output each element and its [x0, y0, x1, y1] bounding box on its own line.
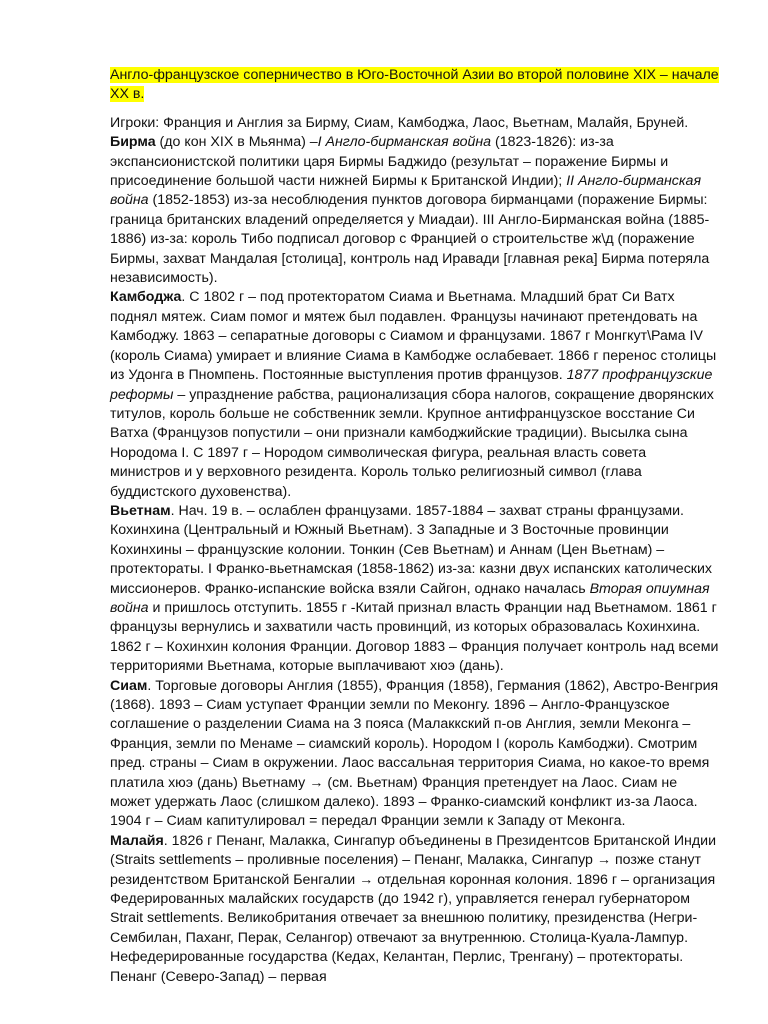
- document-page: [110, 66, 720, 987]
- burma-paragraph: [110, 133, 720, 288]
- burma-text-2: (1823-1826): из-за экспансионистской политики царя Бирмы Баджидо (результат – поражение Бирмы и присоединение большой части нижней Бирмы к Британской Индии);: [110, 134, 669, 190]
- vietnam-text-1: . Нач. 19 в. – ослаблен французами. 1857-1884 – захват страны французами. Кохинхина (Центральный и Южный Вьетнам). 3 Западные и 3 Восточные провинции Кохинхины – французские колонии. Тонкин (Сев Вьетнам) и Аннам (Цен Вьетнам) – протектораты. I Франко-вьетнамская (1858-1862) из-за: казни двух испанских католических миссионеров. Франко-испанские войска взяли Сайгон, однако началась: [110, 502, 713, 597]
- vietnam-heading: Вьетнам: [110, 502, 171, 519]
- burma-text-1: (до кон XIX в Мьянма) –: [155, 134, 318, 151]
- cambodia-text-2: – упразднение рабства, рационализация сбора налогов, сокращение дворянских титулов, король больше не собственник земли. Крупное антифранцузское восстание Си Ватха (Французов попустили – они признали камбоджийские традиции). Высылка сына Нородома I. С 1897 г – Нородом символическая фигура, реальная власть совета министров и у верховного резидента. Король только религиозный символ (глава буддистского духовенства).: [110, 386, 714, 500]
- cambodia-paragraph: [110, 288, 720, 501]
- burma-war-2: II Англо-бирманская война: [110, 173, 702, 209]
- malaya-heading: Малайя: [110, 832, 164, 849]
- intro-paragraph: Игроки: Франция и Англия за Бирму, Сиам, Камбоджа, Лаос, Вьетнам, Малайя, Бруней.: [110, 114, 689, 131]
- vietnam-text-2: и пришлось отступить. 1855 г -Китай признал власть Франции над Вьетнамом. 1861 г французы вернулись и захватили часть провинций, из которых образовалась Кохинхина. 1862 г – Кохинхин колония Франции. Договор 1883 – Франция получает контроль над всеми территориями Вьетнама, которые выплачивают хюэ (дань).: [110, 599, 719, 675]
- burma-text-3: (1852-1853) из-за несоблюдения пунктов договора бирманцами (поражение Бирмы: граница британских владений определяется у Миадаи). III Англо-Бирманская война (1885-1886) из-за: король Тибо подписал договор с Францией о строительстве ж\д (поражение Бирмы, захват Мандалая [столица], контроль над Иравади [главная река] Бирма потеряла независимость).: [110, 192, 710, 287]
- document-title: [110, 66, 720, 105]
- cambodia-reforms: 1877 профранцузские реформы: [110, 367, 713, 403]
- burma-heading: Бирма: [110, 134, 156, 151]
- cambodia-heading: Камбоджа: [110, 289, 182, 306]
- highlighted-title-text: Англо-французское соперничество в Юго-Восточной Азии во второй половине XIX – начале XX в.: [110, 67, 719, 103]
- vietnam-paragraph: [110, 502, 720, 677]
- malaya-text-1: . 1826 г Пенанг, Малакка, Сингапур объединены в Президентсов Британской Индии (Straits settlements – проливные поселения) – Пенанг, Малакка, Сингапур → позже станут резидентством Британской Бенгалии → отдельная коронная колония. 1896 г – организация Федерированных малайских государств (до 1942 г), управляется генерал губернатором Strait settlements. Великобритания отвечает за внешнюю политику, президенства (Негри-Сембилан, Паханг, Перак, Селангор) отвечают за внутреннюю. Столица-Куала-Лампур. Нефедерированные государства (Кедах, Келантан, Перлис, Тренгану) – протектораты. Пенанг (Северо-Запад) – первая: [110, 832, 717, 985]
- siam-paragraph: [110, 677, 720, 832]
- siam-text-1: . Торговые договоры Англия (1855), Франция (1858), Германия (1862), Австро-Венгрия (1868). 1893 – Сиам уступает Франции земли по Меконгу. 1896 – Англо-Французское соглашение о разделении Сиама на 3 пояса (Малаккский п-ов Англия, земли Меконга – Франция, земли по Менаме – сиамский король). Нородом I (король Камбоджи). Смотрим пред. страны – Сиам в окружении. Лаос вассальная территория Сиама, но какое-то время платила хюэ (дань) Вьетнаму → (см. Вьетнам) Франция претендует на Лаос. Сиам не может удержать Лаос (слишком далеко). 1893 – Франко-сиамский конфликт из-за Лаоса. 1904 г – Сиам капитулировал = передал Франции земли к Западу от Меконга.: [110, 677, 719, 830]
- siam-heading: Сиам: [110, 677, 148, 694]
- malaya-paragraph: [110, 832, 720, 987]
- vietnam-opium-war: Вторая опиумная война: [110, 580, 710, 616]
- burma-war-1: I Англо-бирманская война: [317, 134, 492, 151]
- cambodia-text-1: . С 1802 г – под протекторатом Сиама и Вьетнама. Младший брат Си Ватх поднял мятеж. Сиам помог и мятеж был подавлен. Французы начинают претендовать на Камбоджу. 1863 – сепаратные договоры с Сиамом и французами. 1867 г Монгкут\Рама IV (король Сиама) умирает и влияние Сиама в Камбодже ослабевает. 1866 г перенос столицы из Удонга в Пномпень. Постоянные выступления против французов.: [110, 289, 717, 384]
